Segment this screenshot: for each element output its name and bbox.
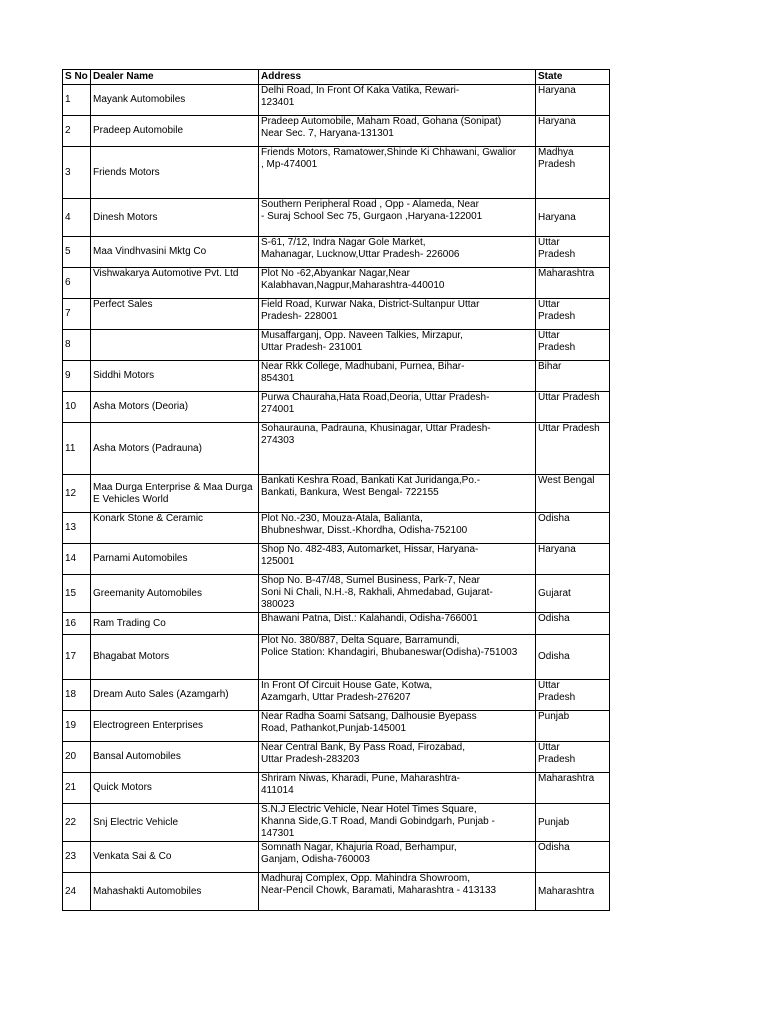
table-row [63,842,610,873]
cell-sno: 6 [63,268,91,299]
cell-state: Haryana [536,544,610,575]
cell-address: Pradeep Automobile, Maham Road, Gohana (Sonipat) Near Sec. 7, Haryana-131301 [259,116,536,147]
cell-dealer-name: Mahashakti Automobiles [91,873,259,911]
table-row [63,544,610,575]
header-dealer-name: Dealer Name [91,70,259,85]
cell-dealer-name: Vishwakarya Automotive Pvt. Ltd [91,268,259,299]
cell-state: Bihar [536,361,610,392]
cell-dealer-name: Konark Stone & Ceramic [91,513,259,544]
cell-state: Madhya Pradesh [536,147,610,199]
cell-dealer-name: Perfect Sales [91,299,259,330]
cell-state: Maharashtra [536,773,610,804]
cell-address: Shop No. B-47/48, Sumel Business, Park-7, Near Soni Ni Chali, N.H.-8, Rakhali, Ahmedabad, Gujarat- 380023 [259,575,536,613]
table-row [63,423,610,475]
cell-address: Shop No. 482-483, Automarket, Hissar, Haryana- 125001 [259,544,536,575]
cell-dealer-name: Snj Electric Vehicle [91,804,259,842]
table-row [63,475,610,513]
cell-address: Southern Peripheral Road , Opp - Alameda, Near - Suraj School Sec 75, Gurgaon ,Haryana-122001 [259,199,536,237]
table-row [63,680,610,711]
cell-sno: 19 [63,711,91,742]
header-state: State [536,70,610,85]
cell-address: Musaffarganj, Opp. Naveen Talkies, Mirzapur, Uttar Pradesh- 231001 [259,330,536,361]
cell-sno: 1 [63,85,91,116]
cell-state: Uttar Pradesh [536,299,610,330]
cell-sno: 14 [63,544,91,575]
cell-state: Haryana [536,199,610,237]
cell-state: Odisha [536,513,610,544]
cell-address: Sohaurauna, Padrauna, Khusinagar, Uttar Pradesh- 274303 [259,423,536,475]
table-row [63,635,610,680]
cell-address: Somnath Nagar, Khajuria Road, Berhampur, Ganjam, Odisha-760003 [259,842,536,873]
cell-address: Plot No. 380/887, Delta Square, Barramundi, Police Station: Khandagiri, Bhubaneswar(Odisha)-751003 [259,635,536,680]
table-row [63,199,610,237]
cell-sno: 4 [63,199,91,237]
cell-sno: 11 [63,423,91,475]
cell-address: Bankati Keshra Road, Bankati Kat Juridanga,Po.- Bankati, Bankura, West Bengal- 722155 [259,475,536,513]
cell-state: Punjab [536,804,610,842]
cell-sno: 23 [63,842,91,873]
cell-state: Uttar Pradesh [536,237,610,268]
cell-dealer-name: Pradeep Automobile [91,116,259,147]
cell-dealer-name: Bhagabat Motors [91,635,259,680]
cell-address: Shriram Niwas, Kharadi, Pune, Maharashtra- 411014 [259,773,536,804]
cell-state: Odisha [536,635,610,680]
cell-dealer-name: Maa Vindhvasini Mktg Co [91,237,259,268]
cell-state: Uttar Pradesh [536,742,610,773]
cell-state: West Bengal [536,475,610,513]
cell-address: Near Radha Soami Satsang, Dalhousie Byepass Road, Pathankot,Punjab-145001 [259,711,536,742]
header-sno: S No [63,70,91,85]
table-row [63,873,610,911]
cell-sno: 17 [63,635,91,680]
cell-state: Haryana [536,116,610,147]
cell-dealer-name: Electrogreen Enterprises [91,711,259,742]
table-row [63,773,610,804]
dealer-table-body [63,85,610,911]
cell-dealer-name: Ram Trading Co [91,613,259,635]
table-row [63,299,610,330]
cell-state: Uttar Pradesh [536,680,610,711]
cell-dealer-name: Mayank Automobiles [91,85,259,116]
cell-address: Plot No.-230, Mouza-Atala, Balianta, Bhubneshwar, Disst.-Khordha, Odisha-752100 [259,513,536,544]
cell-address: Near Rkk College, Madhubani, Purnea, Bihar- 854301 [259,361,536,392]
cell-state: Odisha [536,613,610,635]
table-row [63,804,610,842]
cell-dealer-name: Asha Motors (Padrauna) [91,423,259,475]
cell-address: Field Road, Kurwar Naka, District-Sultanpur Uttar Pradesh- 228001 [259,299,536,330]
table-row [63,513,610,544]
cell-state: Odisha [536,842,610,873]
cell-dealer-name: Dream Auto Sales (Azamgarh) [91,680,259,711]
cell-dealer-name: Asha Motors (Deoria) [91,392,259,423]
cell-sno: 13 [63,513,91,544]
table-row [63,147,610,199]
cell-state: Uttar Pradesh [536,423,610,475]
table-row [63,116,610,147]
cell-sno: 24 [63,873,91,911]
cell-state: Uttar Pradesh [536,392,610,423]
cell-dealer-name: Maa Durga Enterprise & Maa Durga E Vehicles World [91,475,259,513]
cell-address: In Front Of Circuit House Gate, Kotwa, Azamgarh, Uttar Pradesh-276207 [259,680,536,711]
cell-dealer-name: Parnami Automobiles [91,544,259,575]
cell-sno: 22 [63,804,91,842]
cell-dealer-name: Bansal Automobiles [91,742,259,773]
table-row [63,613,610,635]
cell-sno: 10 [63,392,91,423]
cell-state: Gujarat [536,575,610,613]
cell-address: Near Central Bank, By Pass Road, Firozabad, Uttar Pradesh-283203 [259,742,536,773]
cell-sno: 9 [63,361,91,392]
cell-sno: 3 [63,147,91,199]
table-row [63,268,610,299]
table-row [63,237,610,268]
cell-dealer-name: Quick Motors [91,773,259,804]
cell-address: Madhuraj Complex, Opp. Mahindra Showroom, Near-Pencil Chowk, Baramati, Maharashtra - 413133 [259,873,536,911]
cell-dealer-name [91,330,259,361]
cell-sno: 20 [63,742,91,773]
dealer-table [62,69,610,911]
cell-address: S-61, 7/12, Indra Nagar Gole Market, Mahanagar, Lucknow,Uttar Pradesh- 226006 [259,237,536,268]
table-row [63,361,610,392]
cell-address: Purwa Chauraha,Hata Road,Deoria, Uttar Pradesh- 274001 [259,392,536,423]
cell-state: Haryana [536,85,610,116]
cell-address: Bhawani Patna, Dist.: Kalahandi, Odisha-766001 [259,613,536,635]
cell-dealer-name: Greemanity Automobiles [91,575,259,613]
cell-state: Maharashtra [536,268,610,299]
cell-sno: 15 [63,575,91,613]
cell-sno: 21 [63,773,91,804]
cell-dealer-name: Friends Motors [91,147,259,199]
cell-address: Plot No -62,Abyankar Nagar,Near Kalabhavan,Nagpur,Maharashtra-440010 [259,268,536,299]
cell-dealer-name: Venkata Sai & Co [91,842,259,873]
cell-address: S.N.J Electric Vehicle, Near Hotel Times Square, Khanna Side,G.T Road, Mandi Gobindgarh, Punjab - 147301 [259,804,536,842]
cell-sno: 2 [63,116,91,147]
cell-state: Punjab [536,711,610,742]
cell-dealer-name: Siddhi Motors [91,361,259,392]
cell-sno: 5 [63,237,91,268]
table-row [63,85,610,116]
cell-address: Friends Motors, Ramatower,Shinde Ki Chhawani, Gwalior , Mp-474001 [259,147,536,199]
cell-sno: 16 [63,613,91,635]
cell-sno: 18 [63,680,91,711]
table-row [63,575,610,613]
table-header-row [63,70,610,85]
cell-state: Maharashtra [536,873,610,911]
cell-sno: 12 [63,475,91,513]
cell-sno: 7 [63,299,91,330]
cell-state: Uttar Pradesh [536,330,610,361]
header-address: Address [259,70,536,85]
cell-dealer-name: Dinesh Motors [91,199,259,237]
table-row [63,711,610,742]
table-row [63,742,610,773]
table-row [63,392,610,423]
cell-sno: 8 [63,330,91,361]
table-row [63,330,610,361]
cell-address: Delhi Road, In Front Of Kaka Vatika, Rewari- 123401 [259,85,536,116]
